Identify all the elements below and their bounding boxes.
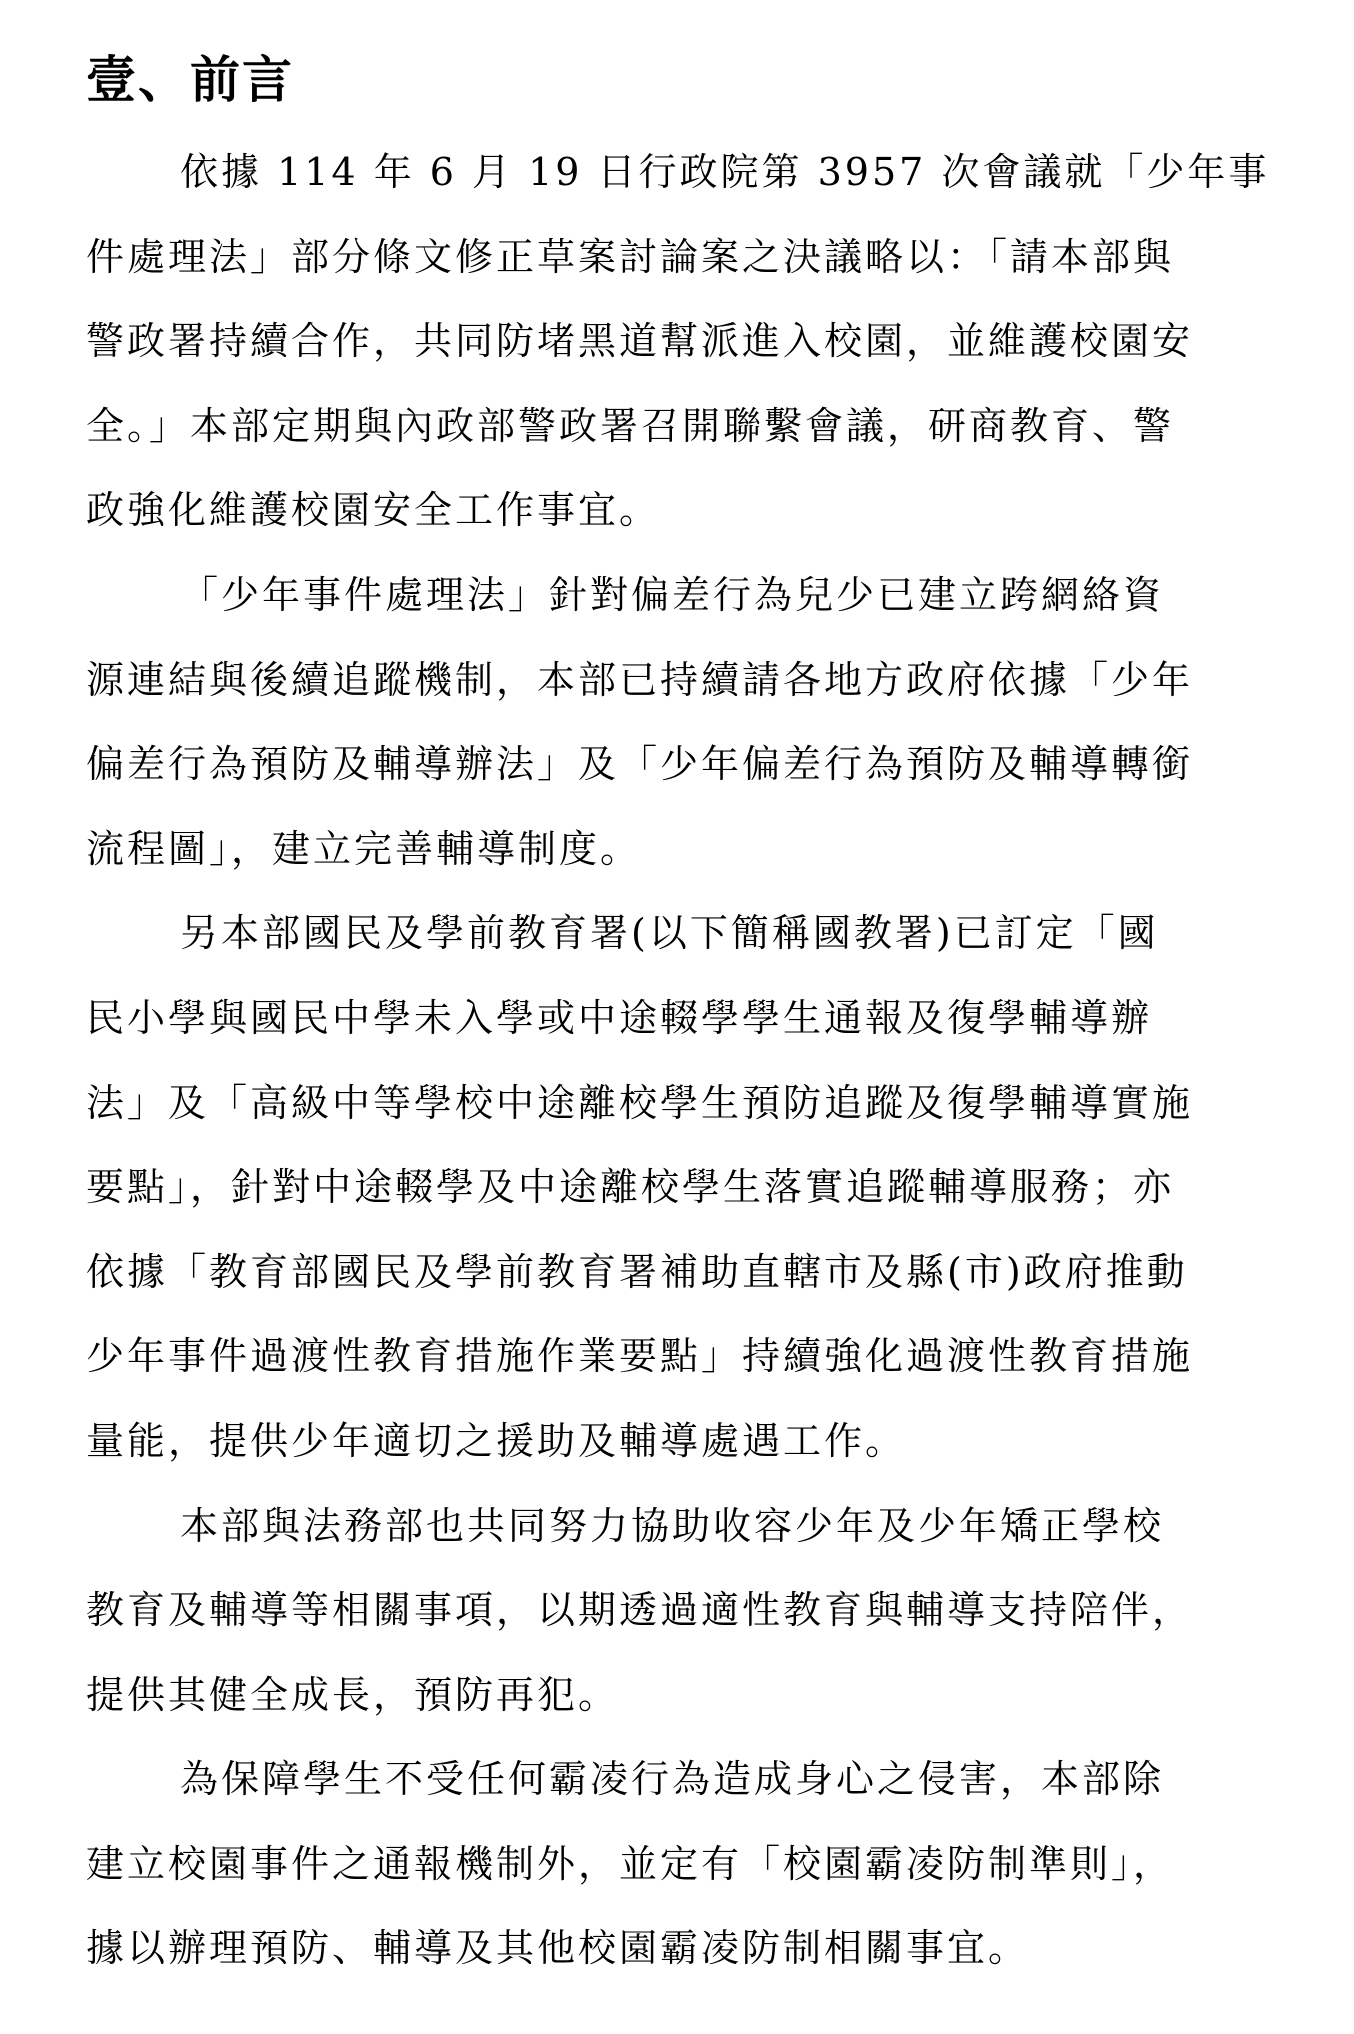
paragraph-line: 要點」，針對中途輟學及中途離校學生落實追蹤輔導服務；亦 (86, 1165, 1175, 1210)
paragraph-line: 全。」本部定期與內政部警政署召開聯繫會議，研商教育、警 (86, 403, 1175, 448)
paragraph-line: 流程圖」，建立完善輔導制度。 (86, 826, 642, 871)
paragraph-line: 警政署持續合作，共同防堵黑道幫派進入校園，並維護校園安 (86, 319, 1194, 364)
paragraph-line: 偏差行為預防及輔導辦法」及「少年偏差行為預防及輔導轉銜 (86, 742, 1194, 787)
paragraph-4 (86, 1484, 1262, 1738)
paragraph-line: 依據「教育部國民及學前教育署補助直轄市及縣(市)政府推動 (86, 1249, 1188, 1294)
section-heading: 壹、前言 (86, 50, 294, 109)
paragraph-1 (86, 130, 1270, 553)
paragraph-line: 少年事件過渡性教育措施作業要點」持續強化過渡性教育措施 (86, 1334, 1194, 1379)
document-body (86, 130, 1270, 1991)
paragraph-5 (86, 1737, 1262, 1991)
paragraph-2 (86, 553, 1262, 891)
paragraph-line: 量能，提供少年適切之援助及輔導處遇工作。 (86, 1418, 907, 1463)
paragraph-line: 「少年事件處理法」針對偏差行為兒少已建立跨網絡資 (180, 572, 1165, 617)
paragraph-line: 件處理法」部分條文修正草案討論案之決議略以：「請本部與 (86, 234, 1175, 279)
paragraph-line: 為保障學生不受任何霸凌行為造成身心之侵害，本部除 (180, 1757, 1165, 1802)
paragraph-line: 政強化維護校園安全工作事宜。 (86, 488, 661, 533)
paragraph-line: 法」及「高級中等學校中途離校學生預防追蹤及復學輔導實施 (86, 1080, 1194, 1125)
paragraph-line: 民小學與國民中學未入學或中途輟學學生通報及復學輔導辦 (86, 995, 1153, 1040)
paragraph-3 (86, 891, 1262, 1483)
paragraph-line: 源連結與後續追蹤機制，本部已持續請各地方政府依據「少年 (86, 657, 1194, 702)
paragraph-line: 本部與法務部也共同努力協助收容少年及少年矯正學校 (180, 1503, 1165, 1548)
paragraph-line: 依據 114 年 6 月 19 日行政院第 3957 次會議就「少年事 (180, 150, 1270, 194)
paragraph-line: 教育及輔導等相關事項，以期透過適性教育與輔導支持陪伴， (86, 1588, 1194, 1633)
paragraph-line: 另本部國民及學前教育署(以下簡稱國教署)已訂定「國 (180, 911, 1159, 956)
paragraph-line: 提供其健全成長，預防再犯。 (86, 1672, 620, 1717)
paragraph-line: 建立校園事件之通報機制外，並定有「校園霸凌防制準則」， (86, 1841, 1175, 1886)
paragraph-line: 據以辦理預防、輔導及其他校園霸凌防制相關事宜。 (86, 1926, 1030, 1971)
